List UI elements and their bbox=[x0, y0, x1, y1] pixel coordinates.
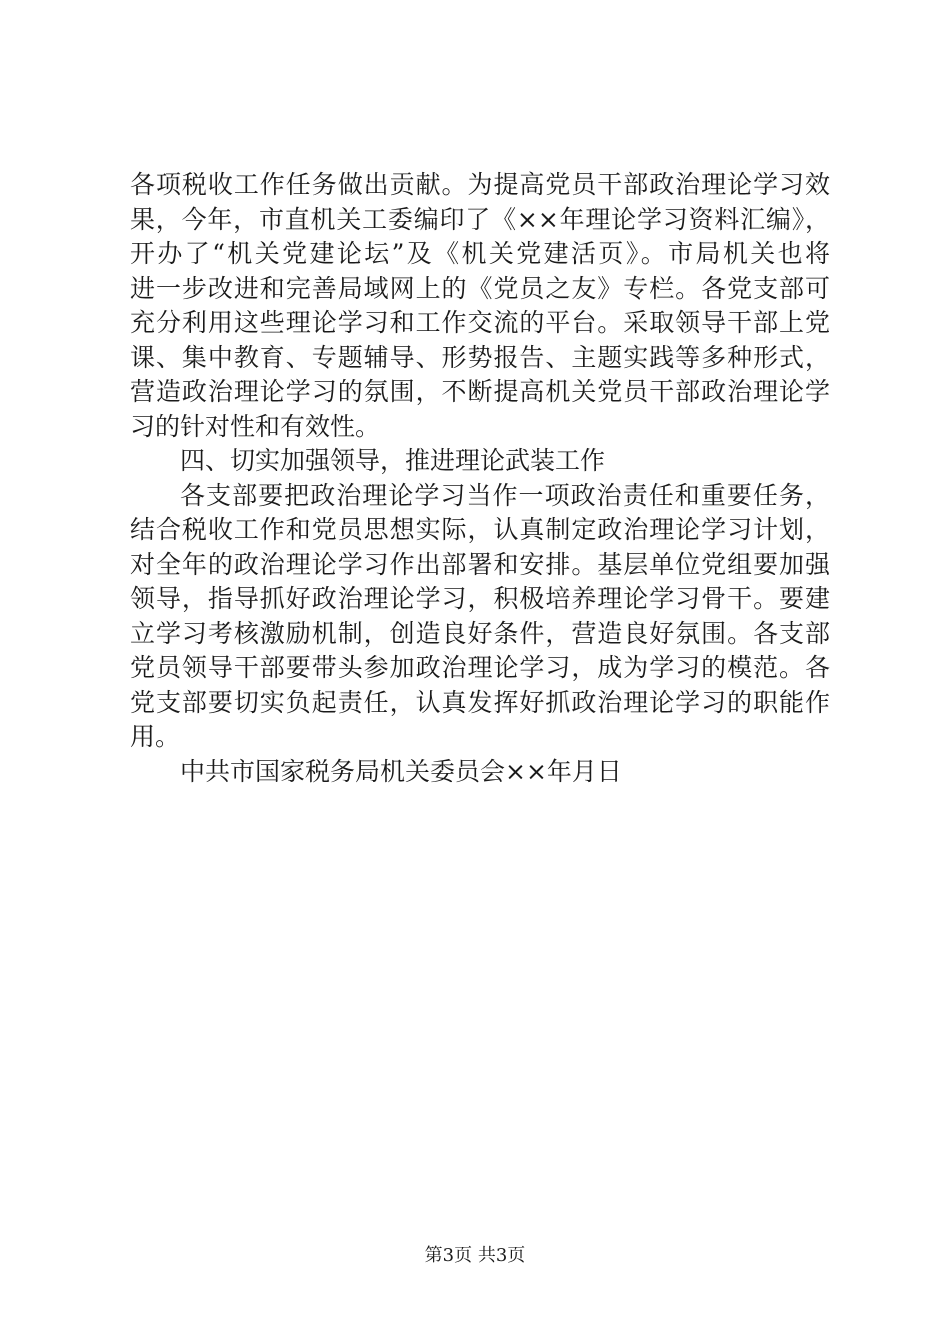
body-line: 充分利用这些理论学习和工作交流的平台。采取领导干部上党 bbox=[130, 308, 830, 337]
document-body bbox=[130, 168, 830, 789]
body-line: 用。 bbox=[130, 722, 181, 751]
body-line: 开办了“机关党建论坛”及《机关党建活页》。市局机关也将 bbox=[130, 239, 830, 268]
body-line: 营造政治理论学习的氛围，不断提高机关党员干部政治理论学 bbox=[130, 377, 830, 406]
body-line: 立学习考核激励机制，创造良好条件，营造良好氛围。各支部 bbox=[130, 618, 830, 648]
body-line: 各支部要把政治理论学习当作一项政治责任和重要任务， bbox=[180, 480, 830, 510]
signature-line: 中共市国家税务局机关委员会××年月日 bbox=[180, 756, 622, 786]
body-line: 果，今年，市直机关工委编印了《××年理论学习资料汇编》， bbox=[130, 204, 830, 234]
body-line: 各项税收工作任务做出贡献。为提高党员干部政治理论学习效 bbox=[130, 170, 830, 199]
body-line: 结合税收工作和党员思想实际，认真制定政治理论学习计划， bbox=[130, 515, 830, 544]
body-line: 进一步改进和完善局域网上的《党员之友》专栏。各党支部可 bbox=[130, 273, 830, 303]
body-line: 党员领导干部要带头参加政治理论学习，成为学习的模范。各 bbox=[130, 653, 830, 682]
section-heading: 四、切实加强领导，推进理论武装工作 bbox=[180, 446, 606, 475]
body-line: 领导，指导抓好政治理论学习，积极培养理论学习骨干。要建 bbox=[130, 584, 830, 613]
body-line: 课、集中教育、专题辅导、形势报告、主题实践等多种形式， bbox=[130, 342, 830, 372]
body-line: 习的针对性和有效性。 bbox=[130, 411, 381, 441]
body-line: 对全年的政治理论学习作出部署和安排。基层单位党组要加强 bbox=[130, 549, 830, 579]
body-line: 党支部要切实负起责任，认真发挥好抓政治理论学习的职能作 bbox=[130, 687, 830, 717]
page-number-footer: 第3页 共3页 bbox=[424, 1245, 526, 1266]
